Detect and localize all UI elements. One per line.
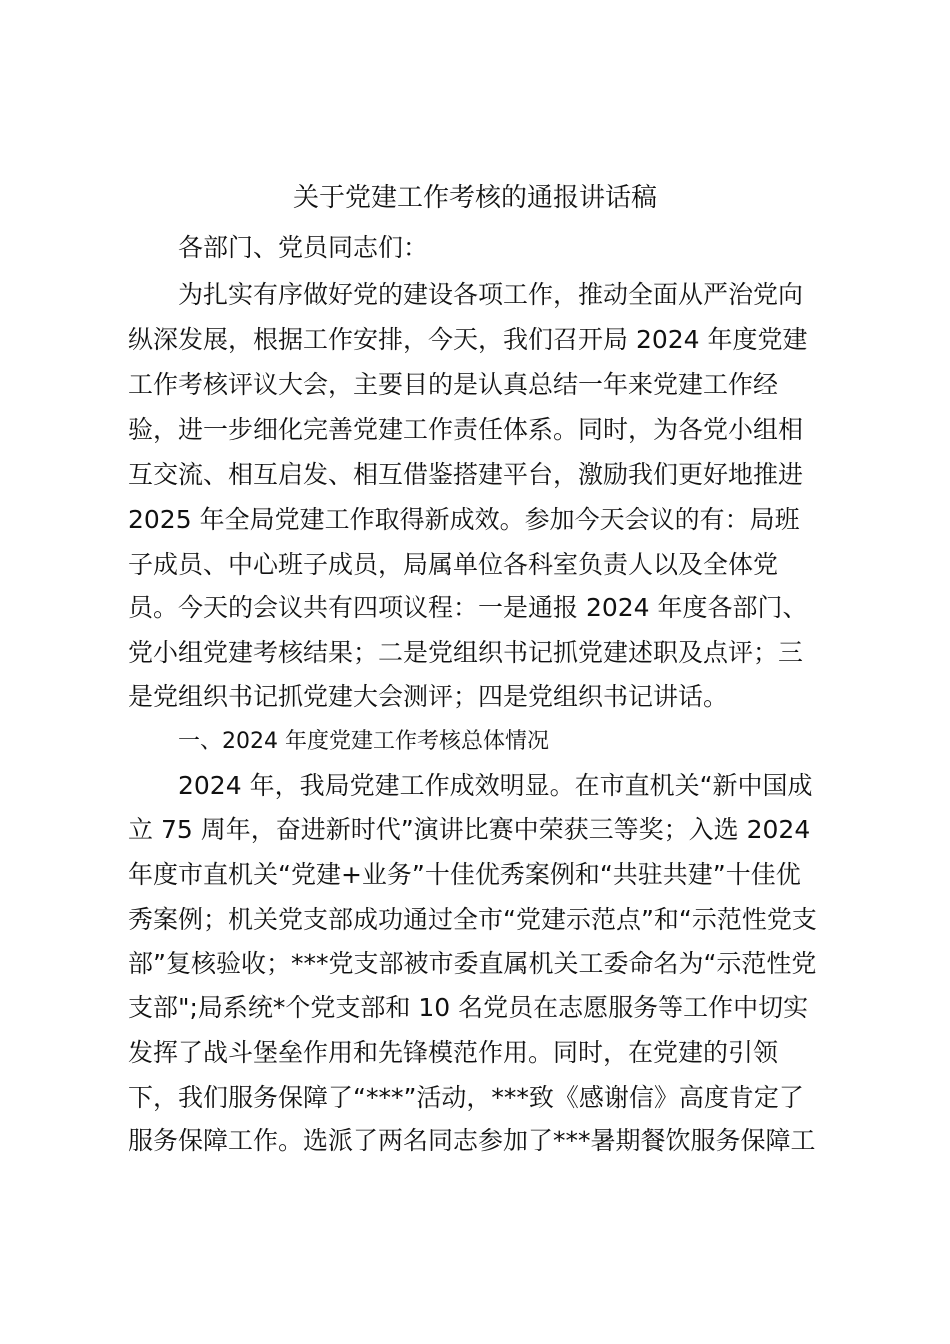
paragraph-line: 验，进一步细化完善党建工作责任体系。同时，为各党小组相	[128, 415, 804, 444]
paragraph-line: 2024 年，我局党建工作成效明显。在市直机关“新中国成	[178, 771, 813, 800]
paragraph-line: 员。今天的会议共有四项议程：一是通报 2024 年度各部门、	[128, 593, 808, 622]
paragraph-line: 支部";局系统*个党支部和 10 名党员在志愿服务等工作中切实	[128, 993, 809, 1022]
paragraph-line: 党小组党建考核结果；二是党组织书记抓党建述职及点评；三	[128, 638, 804, 667]
paragraph-line: 纵深发展，根据工作安排，今天，我们召开局 2024 年度党建	[128, 325, 808, 354]
paragraph-line: 部”复核验收；***党支部被市委直属机关工委命名为“示范性党	[128, 949, 817, 978]
paragraph-line: 服务保障工作。选派了两名同志参加了***暑期餐饮服务保障工	[128, 1126, 816, 1155]
paragraph-line: 子成员、中心班子成员，局属单位各科室负责人以及全体党	[128, 550, 779, 579]
paragraph-line: 发挥了战斗堡垒作用和先锋模范作用。同时，在党建的引领	[128, 1038, 779, 1067]
paragraph-line: 年度市直机关“党建+业务”十佳优秀案例和“共驻共建”十佳优	[128, 860, 801, 889]
section-heading: 一、2024 年度党建工作考核总体情况	[178, 729, 549, 754]
paragraph-line: 是党组织书记抓党建大会测评；四是党组织书记讲话。	[128, 682, 729, 711]
paragraph-line: 工作考核评议大会，主要目的是认真总结一年来党建工作经	[128, 370, 779, 399]
paragraph-line: 互交流、相互启发、相互借鉴搭建平台，激励我们更好地推进	[128, 460, 804, 489]
paragraph-line: 下，我们服务保障了“***”活动，***致《感谢信》高度肯定了	[128, 1083, 804, 1112]
paragraph-line: 为扎实有序做好党的建设各项工作，推动全面从严治党向	[178, 280, 804, 309]
salutation-line: 各部门、党员同志们：	[178, 233, 429, 262]
paragraph-line: 立 75 周年，奋进新时代”演讲比赛中荣获三等奖；入选 2024	[128, 815, 811, 844]
document-title: 关于党建工作考核的通报讲话稿	[292, 183, 657, 213]
paragraph-line: 秀案例；机关党支部成功通过全市“党建示范点”和“示范性党支	[128, 905, 817, 934]
paragraph-line: 2025 年全局党建工作取得新成效。参加今天会议的有：局班	[128, 505, 800, 534]
